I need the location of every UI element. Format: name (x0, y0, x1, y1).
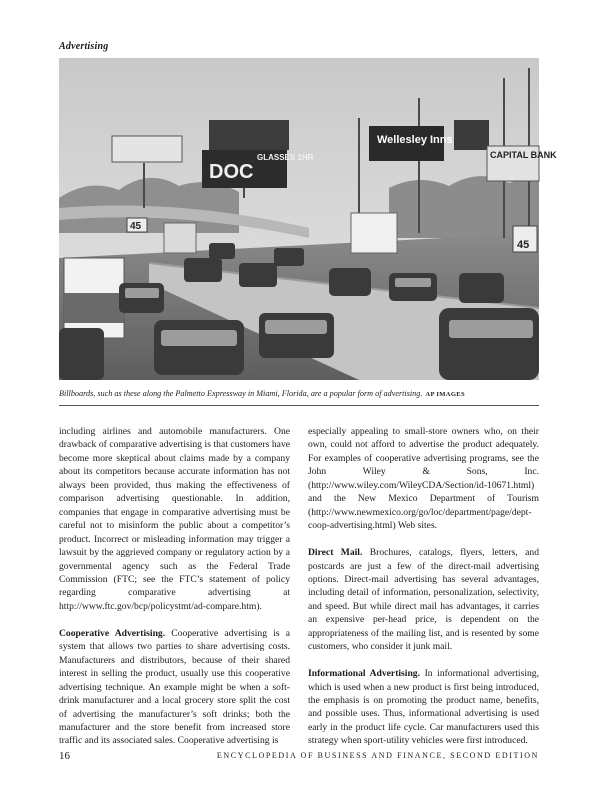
page-footer (59, 750, 539, 762)
body-informational-advertising: In informational advertising, which is used when a new product is first being introduced, the emphasis is on promoting the product name, benefits, and possible uses. Thus, informational advertising is used early in the product life cycle. Car manufacturers used this strategy when sport-utility vehicles were first introduced. (308, 668, 539, 747)
sign-glasses: GLASSES 1HR (257, 153, 314, 162)
sign-bank: CAPITAL BANK (490, 150, 557, 160)
speed-sign-left: 45 (130, 221, 142, 232)
running-head: Advertising (59, 41, 109, 52)
body-direct-mail: Brochures, catalogs, flyers, letters, and postcards are just a few of the direct-mail advertising options. Direct-mail advertising has several advantages, including detail of information, personalization, selectivity, and speed. But while direct mail has advantages, it carries an expensive per-head price, is dependent on the appropriateness of the mailing list, and is resented by some customers, who consider it junk mail. (308, 547, 539, 653)
caption-text: Billboards, such as these along the Palmetto Expressway in Miami, Florida, are a popular form of advertising. (59, 389, 423, 398)
heading-cooperative-advertising: Cooperative Advertising. (59, 627, 166, 639)
paragraph-comparative-continued: including airlines and automobile manufacturers. One drawback of comparative advertising is that customers have become more skeptical about claims made by a company about its competitors because accurate information has not always been provided, thus making the effectiveness of comparison advertising questionable. In addition, companies that engage in comparative advertising must be careful not to misinform the public about a competitor’s product. Incorrect or misleading information may trigger a lawsuit by the aggrieved company or regulatory action by a governmental agency such as the Federal Trade Commission (FTC; see the FTC’s statement of policy regarding comparative advertising at http://www.ftc.gov/bcp/policystmt/ad-compare.htm). (59, 426, 290, 612)
caption-credit: AP IMAGES (425, 391, 465, 398)
body-cooperative-advertising: Cooperative advertising is a system that allows two parties to share advertising costs. Manufacturers and distributors, because of their shared interest in selling the product, usually use this cooperative advertising technique. An example might be when a soft-drink manufacturer and a local grocery store split the cost of advertising the manufacturer’s soft drinks; both the manufacturer and the store benefit from increased store traffic and its associated sales. Cooperative advertising is (59, 627, 290, 747)
right-column (308, 425, 539, 748)
heading-informational-advertising: Informational Advertising. (308, 668, 420, 680)
speed-sign-right: 45 (517, 239, 530, 251)
highway-billboards-photo (59, 58, 557, 380)
paragraph-cooperative-continued: especially appealing to small-store owners who, on their own, could not afford to advertise the product adequately. For examples of cooperative advertising programs, see the John Wiley & Sons, Inc. (http://www.wiley.com/WileyCDA/Section/id-10671.html) and the New Mexico Department of Tourism (http://www.newmexico.org/go/loc/department/page/dept-coop-advertising.html) Web sites. (308, 426, 539, 532)
sign-wellesley: Wellesley Inns (377, 134, 453, 146)
left-column (59, 425, 290, 748)
paragraph-direct-mail (308, 546, 539, 654)
page-number: 16 (59, 750, 70, 762)
photo-caption (59, 389, 539, 398)
caption-rule (59, 405, 539, 406)
heading-direct-mail: Direct Mail. (308, 547, 363, 559)
book-title: ENCYCLOPEDIA OF BUSINESS AND FINANCE, SECOND EDITION (216, 751, 539, 760)
paragraph-cooperative-advertising (59, 627, 290, 748)
sign-doc: DOC (209, 161, 254, 183)
paragraph-informational-advertising (308, 667, 539, 748)
